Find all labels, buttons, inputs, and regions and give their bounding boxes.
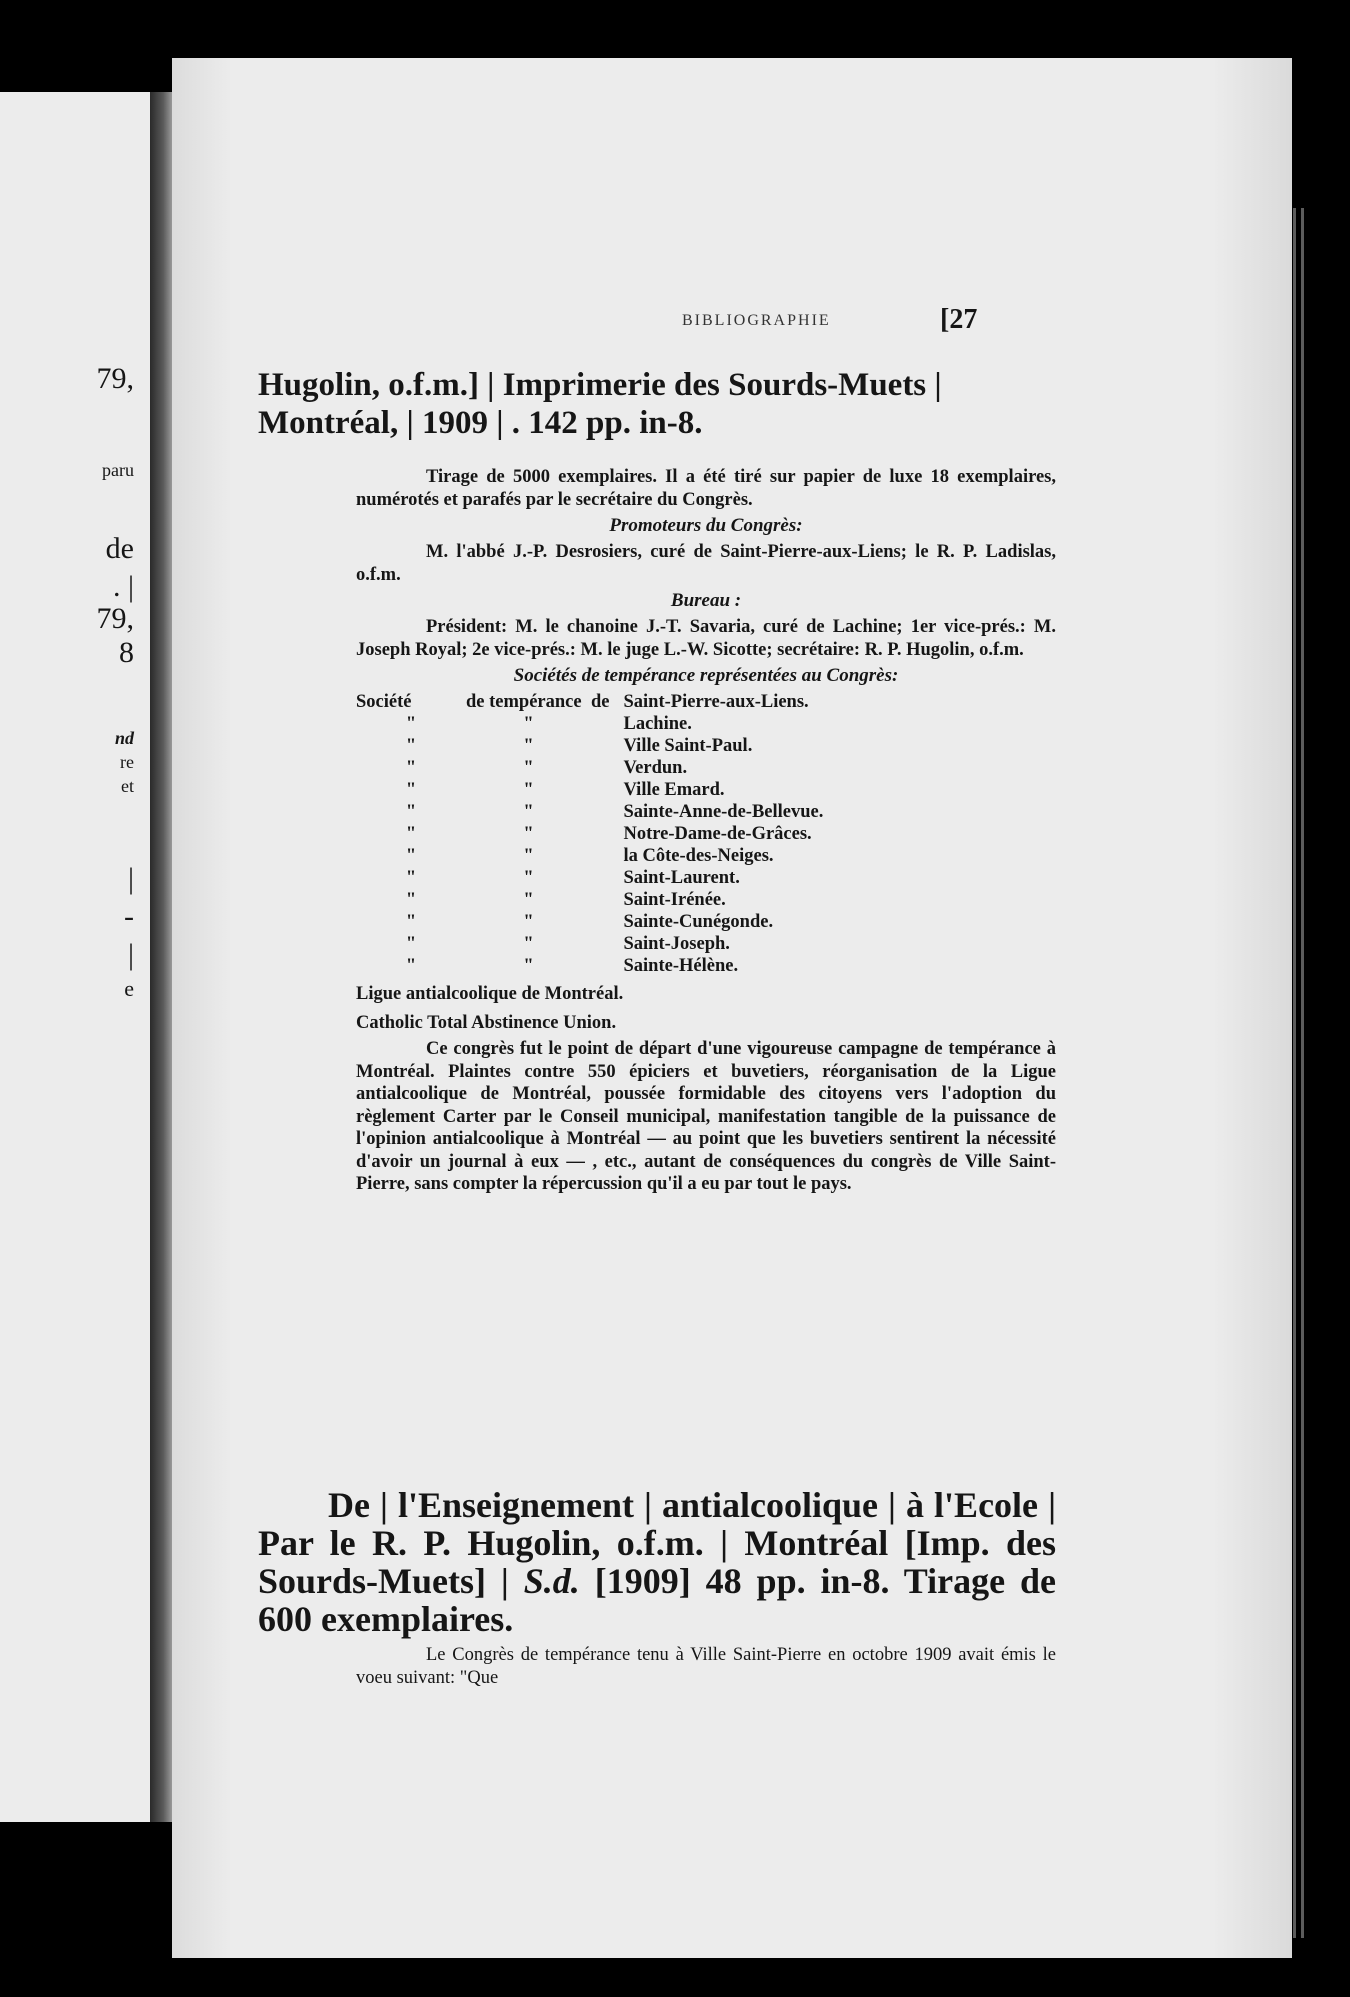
- entry-hugolin-congres: [258, 366, 1070, 442]
- entry-title-line: Montréal, | 1909 | . 142 pp. in-8.: [258, 405, 703, 441]
- book-page: [172, 58, 1292, 1958]
- society-row: [356, 889, 823, 911]
- prev-fragment: 79,: [96, 602, 134, 635]
- society-name: Saint-Joseph.: [623, 934, 730, 954]
- ditto-mark: ": [523, 956, 534, 976]
- prev-fragment: -: [124, 900, 134, 933]
- tirage-note: Tirage de 5000 exemplaires. Il a été tiré sur papier de luxe 18 exemplaires, numérotés et parafés par le secrétaire du Congrès.: [356, 467, 1056, 510]
- prev-fragment: . |: [112, 570, 134, 603]
- previous-page-fragment: [0, 92, 150, 1822]
- section-heading: Bureau :: [670, 590, 742, 611]
- society-name: Lachine.: [623, 714, 692, 734]
- prev-fragment: 8: [119, 636, 134, 669]
- entry-title-line: Hugolin, o.f.m.] | Imprimerie des Sourds-Muets |: [258, 367, 942, 403]
- ditto-mark: ": [405, 736, 417, 756]
- society-row: [356, 955, 823, 977]
- entry-body: [356, 466, 1056, 1196]
- society-name: Verdun.: [623, 758, 688, 778]
- enseignement-paragraph: Le Congrès de tempérance tenu à Ville Saint-Pierre en octobre 1909 avait émis le voeu suivant: "Que: [356, 1645, 1056, 1688]
- society-row: [356, 779, 823, 801]
- prev-fragment: e: [124, 976, 134, 1001]
- society-name: la Côte-des-Neiges.: [623, 846, 774, 866]
- page-header: [172, 304, 1292, 352]
- society-name: Saint-Laurent.: [623, 868, 740, 888]
- ditto-mark: ": [523, 714, 534, 734]
- ditto-mark: ": [523, 780, 534, 800]
- society-row: [356, 801, 823, 823]
- running-head: BIBLIOGRAPHIE: [682, 312, 831, 329]
- ditto-mark: ": [405, 868, 417, 888]
- ditto-mark: ": [523, 758, 534, 778]
- prev-fragment: de: [105, 532, 134, 565]
- society-row: [356, 757, 823, 779]
- ditto-mark: ": [523, 802, 534, 822]
- ditto-mark: ": [405, 802, 417, 822]
- ditto-mark: ": [405, 890, 417, 910]
- prev-fragment: paru: [102, 460, 134, 480]
- society-prefix: Société: [356, 692, 412, 712]
- prev-fragment: |: [127, 938, 134, 971]
- prev-fragment: re: [120, 752, 134, 772]
- society-prefix: de tempérance: [466, 692, 582, 712]
- prev-fragment: 79,: [96, 362, 134, 395]
- society-name: Ville Emard.: [623, 780, 725, 800]
- ditto-mark: ": [405, 758, 417, 778]
- ditto-mark: ": [523, 824, 534, 844]
- promoteurs-text: M. l'abbé J.-P. Desrosiers, curé de Saint-Pierre-aux-Liens; le R. P. Ladislas, o.f.m.: [356, 542, 1056, 585]
- ditto-mark: ": [523, 736, 534, 756]
- society-row: [356, 845, 823, 867]
- ligue-line: Ligue antialcoolique de Montréal.: [356, 984, 624, 1004]
- prev-fragment: |: [127, 862, 134, 895]
- society-name: Sainte-Cunégonde.: [623, 912, 774, 932]
- prev-fragment: et: [121, 776, 134, 796]
- society-name: Saint-Pierre-aux-Liens.: [623, 692, 809, 712]
- society-row: [356, 911, 823, 933]
- congres-paragraph: Ce congrès fut le point de départ d'une vigoureuse campagne de tempérance à Montréal. Plaintes contre 550 épiciers et buvetiers, réorganisation de la Ligue antialcoolique de Montréal, poussée formidable des citoyens vers l'adoption du règlement Carter par le Conseil municipal, manifestation tangible de la puissance de l'opinion antialcoolique à Montréal — au point que les buvetiers sentirent la nécessité d'avoir un journal à eux — , etc., autant de conséquences du congrès de Ville Saint-Pierre, sans compter la répercussion qu'il a eu par tout le pays.: [356, 1039, 1056, 1194]
- entry-enseignement: [258, 1486, 1056, 1638]
- ditto-mark: ": [523, 934, 534, 954]
- entry-body: [356, 1644, 1056, 1689]
- ditto-mark: ": [405, 912, 417, 932]
- society-row: [356, 823, 823, 845]
- page-edge: [1293, 208, 1296, 1938]
- section-heading: Promoteurs du Congrès:: [609, 515, 803, 536]
- sans-date: S.d.: [523, 1561, 580, 1601]
- entry-title: [258, 1486, 1056, 1638]
- society-row: [356, 933, 823, 955]
- ditto-mark: ": [523, 846, 534, 866]
- society-row: [356, 713, 823, 735]
- ditto-mark: ": [405, 714, 417, 734]
- ditto-mark: ": [523, 890, 534, 910]
- page-number: [27: [940, 304, 978, 335]
- society-name: Saint-Irénée.: [623, 890, 726, 910]
- society-row: [356, 867, 823, 889]
- society-name: Sainte-Hélène.: [623, 956, 739, 976]
- society-row: [356, 691, 823, 713]
- prev-fragment: nd: [114, 728, 134, 748]
- society-name: Notre-Dame-de-Grâces.: [623, 824, 812, 844]
- society-row: [356, 735, 823, 757]
- entry-title-text: [1909] 48 pp. in-8. Tirage de 600 exemplaires.: [258, 1561, 1057, 1639]
- ditto-mark: ": [405, 780, 417, 800]
- catholic-union-line: Catholic Total Abstinence Union.: [356, 1012, 617, 1033]
- bureau-text: Président: M. le chanoine J.-T. Savaria, curé de Lachine; 1er vice-prés.: M. Joseph Royal; 2e vice-prés.: M. le juge L.-W. Sicotte; secrétaire: R. P. Hugolin, o.f.m.: [356, 617, 1056, 660]
- section-heading: Sociétés de tempérance représentées au Congrès:: [513, 665, 899, 686]
- ditto-mark: ": [405, 846, 417, 866]
- ditto-mark: ": [405, 956, 417, 976]
- societies-list: [356, 691, 823, 977]
- entry-title-text: De | l'Enseignement | antialcoolique | à l'Ecole | Par le R. P. Hugolin, o.f.m. | Montréal [Imp. des Sourds-Muets] |: [258, 1485, 1056, 1601]
- society-prefix: de: [591, 692, 610, 712]
- society-name: Sainte-Anne-de-Bellevue.: [623, 802, 824, 822]
- ditto-mark: ": [405, 934, 417, 954]
- ditto-mark: ": [523, 868, 534, 888]
- society-name: Ville Saint-Paul.: [623, 736, 753, 756]
- ditto-mark: ": [523, 912, 534, 932]
- page-edge: [1301, 208, 1304, 1938]
- book-gutter: [150, 92, 172, 1822]
- ditto-mark: ": [405, 824, 417, 844]
